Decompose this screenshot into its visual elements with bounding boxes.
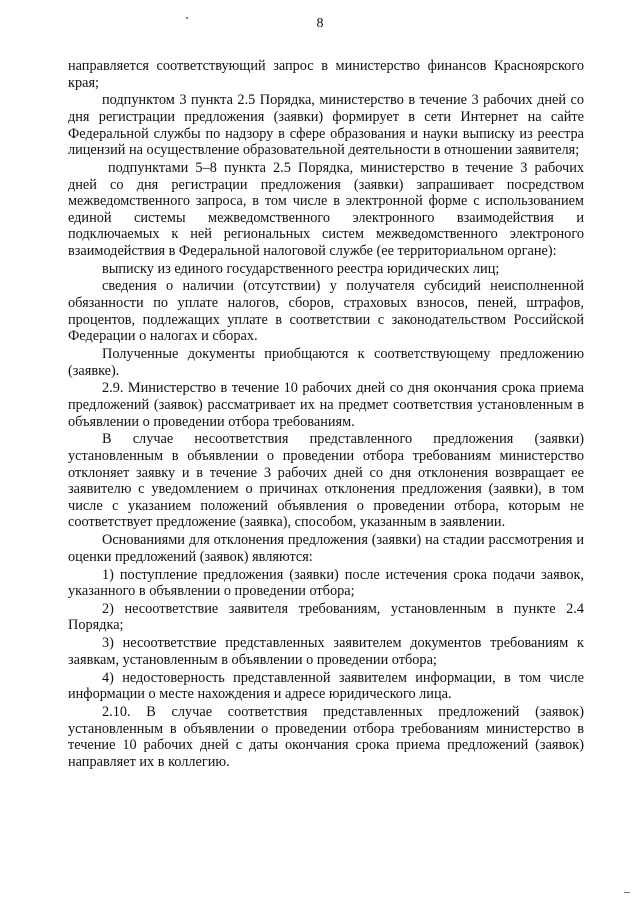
paragraph-4: выписку из единого государственного реестра юридических лиц;	[102, 260, 500, 277]
paragraph-10: 1) поступление предложения (заявки) после истечения срока подачи заявок, указанного в объявлении о проведении отбора;	[68, 566, 584, 600]
paragraph-2: подпунктом 3 пункта 2.5 Порядка, министерство в течение 3 рабочих дней со дня регистрации предложения (заявки) формирует в сети Интернет на сайте Федеральной службы по надзору в сфере образования и науки выписку из реестра лицензий на осуществление образовательной деятельности в отношении заявителя;	[68, 92, 584, 159]
paragraph-5: сведения о наличии (отсутствии) у получателя субсидий неисполненной обязанности по уплате налогов, сборов, страховых взносов, пеней, штрафов, процентов, подлежащих уплате в соответствии с законодательством Российской Федерации о налогах и сборах.	[68, 278, 584, 345]
paragraph-14: 2.10. В случае соответствия представленных предложений (заявок) установленным в объявлении о проведении отбора требованиям министерство в течение 10 рабочих дней с даты окончания срока приема предложений (заявок) направляет их в коллегию.	[68, 704, 584, 770]
paragraph-13: 4) недостоверность представленной заявителем информации, в том числе информации о месте нахождения и адресе юридического лица.	[68, 669, 584, 703]
paragraph-8: В случае несоответствия представленного предложения (заявки) установленным в объявлении о проведении отбора требованиям министерство отклоняет заявку и в течение 3 рабочих дней со дня отклонения возвращает ее заявителю с уведомлением о причинах отклонения предложения (заявки), в том числе с указанием положений объявления о проведении отбора, которым не соответствует предложение (заявка), способом, указанным в заявлении.	[68, 431, 584, 531]
document-body	[68, 58, 584, 772]
paragraph-11: 2) несоответствие заявителя требованиям, установленным в пункте 2.4 Порядка;	[68, 600, 584, 634]
paragraph-9: Основаниями для отклонения предложения (заявки) на стадии рассмотрения и оценки предложений (заявок) являются:	[68, 532, 584, 565]
scan-mark	[624, 892, 630, 893]
paragraph-6: Полученные документы приобщаются к соответствующему предложению (заявке).	[68, 346, 584, 379]
paragraph-12: 3) несоответствие представленных заявителем документов требованиям к заявкам, установленным в объявлении о проведении отбора;	[68, 635, 584, 668]
paragraph-1: направляется соответствующий запрос в министерство финансов Красноярского края;	[68, 58, 584, 91]
paragraph-7: 2.9. Министерство в течение 10 рабочих дней со дня окончания срока приема предложений (заявок) рассматривает их на предмет соответствия установленным в объявлении о проведении отбора требованиям.	[68, 380, 584, 430]
page-number: 8	[316, 16, 324, 31]
paragraph-3: подпунктами 5–8 пункта 2.5 Порядка, министерство в течение 3 рабочих дней со дня регистрации предложения (заявки) запрашивает посредством межведомственного запроса, в том числе в электронной форме с использованием единой системы межведомственного электронного взаимодействия и подключаемых к ней региональных систем межведомственного электроного взаимодействия в Федеральной налоговой службе (ее территориальном органе):	[68, 159, 584, 259]
